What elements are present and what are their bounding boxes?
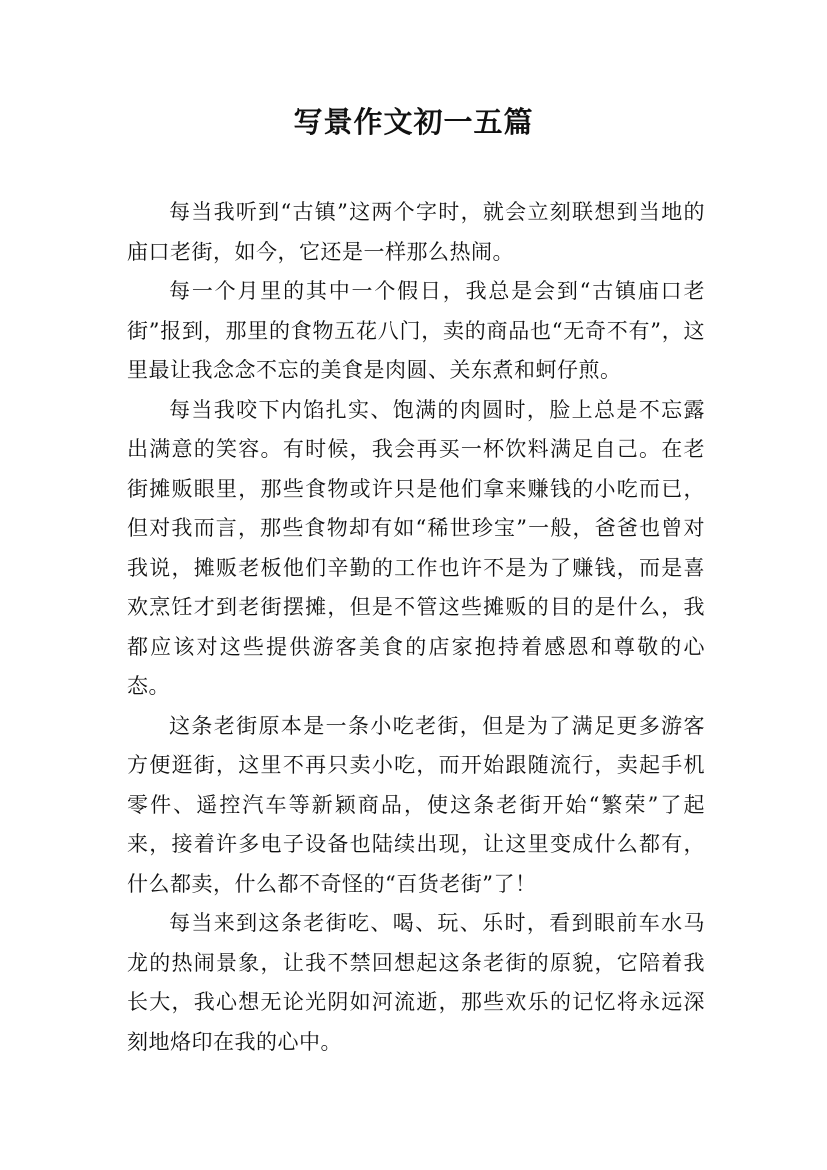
document-title: 写景作文初一五篇: [293, 105, 534, 139]
paragraph-5: 每当来到这条老街吃、喝、玩、乐时，看到眼前车水马龙的热闹景象，让我不禁回想起这条老街的原貌，它陪着我长大，我心想无论光阴如河流逝，那些欢乐的记忆将永远深刻地烙印在我的心中。: [127, 911, 705, 1054]
paragraph-4: 这条老街原本是一条小吃老街，但是为了满足更多游客方便逛街，这里不再只卖小吃，而开始跟随流行，卖起手机零件、遥控汽车等新颖商品，使这条老街开始“繁荣”了起来，接着许多电子设备也陆续出现，让这里变成什么都有，什么都卖，什么都不奇怪的“百货老街”了！: [127, 713, 705, 896]
document-body: [127, 193, 705, 1062]
paragraph-2: 每一个月里的其中一个假日，我总是会到“古镇庙口老街”报到，那里的食物五花八门，卖的商品也“无奇不有”，这里最让我念念不忘的美食是肉圆、关东煮和蚵仔煎。: [127, 279, 705, 382]
paragraph-1: 每当我听到“古镇”这两个字时，就会立刻联想到当地的庙口老街，如今，它还是一样那么热闹。: [127, 200, 705, 264]
paragraph-3: 每当我咬下内馅扎实、饱满的肉圆时，脸上总是不忘露出满意的笑容。有时候，我会再买一杯饮料满足自己。在老街摊贩眼里，那些食物或许只是他们拿来赚钱的小吃而已，但对我而言，那些食物却有如“稀世珍宝”一般，爸爸也曾对我说，摊贩老板他们辛勤的工作也许不是为了赚钱，而是喜欢烹饪才到老街摆摊，但是不管这些摊贩的目的是什么，我都应该对这些提供游客美食的店家抱持着感恩和尊敬的心态。: [127, 397, 705, 698]
